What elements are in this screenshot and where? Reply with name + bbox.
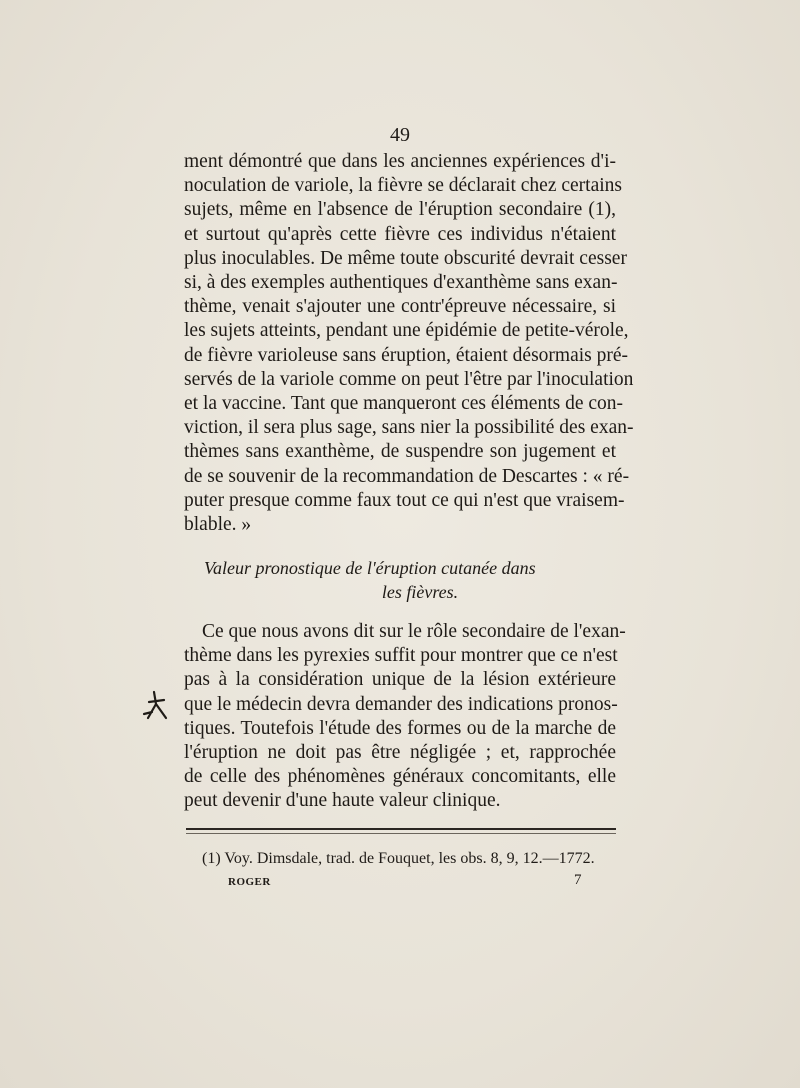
- section-heading-line: les fièvres.: [381, 582, 459, 602]
- text-line: que le médecin devra demander des indications pronos-: [184, 693, 618, 715]
- text-line: Ce que nous avons dit sur le rôle secondaire de l'exan-: [202, 621, 626, 642]
- text-line: viction, il sera plus sage, sans nier la possibilité des exan-: [184, 417, 634, 439]
- text-line: et la vaccine. Tant que manqueront ces éléments de con-: [184, 393, 624, 415]
- text-line: et surtout qu'après cette fièvre ces individus n'étaient: [184, 223, 616, 245]
- text-line: blable. »: [184, 514, 252, 536]
- text-line: thèmes sans exanthème, de suspendre son jugement et: [184, 441, 616, 463]
- page-number: 49: [390, 124, 410, 146]
- text-line: si, à des exemples authentiques d'exanthème sans exan-: [184, 272, 618, 294]
- text-line: peut devenir d'une haute valeur clinique.: [184, 790, 501, 812]
- section-heading-line: Valeur pronostique de l'éruption cutanée dans: [204, 558, 536, 578]
- sheet-number: 7: [574, 872, 582, 888]
- footnote: (1) Voy. Dimsdale, trad. de Fouquet, les obs. 8, 9, 12.—1772.: [202, 850, 595, 867]
- text-line: puter presque comme faux tout ce qui n'est que vraisem-: [184, 489, 625, 511]
- section-heading: [184, 556, 616, 604]
- text-line: de se souvenir de la recommandation de Descartes : « ré-: [184, 465, 630, 487]
- text-line: pas à la considération unique de la lésion extérieure: [184, 669, 616, 691]
- text-line: thème dans les pyrexies suffit pour montrer que ce n'est: [184, 645, 618, 667]
- text-line: les sujets atteints, pendant une épidémie de petite-vérole,: [184, 320, 629, 342]
- text-line: plus inoculables. De même toute obscurité devrait cesser: [184, 247, 627, 269]
- text-line: servés de la variole comme on peut l'être par l'inoculation: [184, 368, 634, 390]
- text-line: de celle des phénomènes généraux concomitants, elle: [184, 766, 616, 788]
- text-line: sujets, même en l'absence de l'éruption secondaire (1),: [184, 199, 616, 221]
- paragraph-continued: [184, 150, 634, 537]
- text-line: de fièvre varioleuse sans éruption, étaient désormais pré-: [184, 344, 628, 366]
- text-line: thème, venait s'ajouter une contr'épreuve nécessaire, si: [184, 296, 616, 318]
- text-line: noculation de variole, la fièvre se déclarait chez certains: [184, 175, 622, 197]
- paragraph: [184, 620, 626, 814]
- text-line: tiques. Toutefois l'étude des formes ou de la marche de: [184, 717, 616, 739]
- text-line: ment démontré que dans les anciennes expériences d'i-: [184, 151, 616, 172]
- footnote-rule: [186, 828, 616, 830]
- printer-signature: ROGER: [228, 876, 271, 888]
- footnote-rule-thin: [186, 833, 616, 834]
- handwritten-margin-mark-icon: [140, 688, 172, 724]
- text-line: l'éruption ne doit pas être négligée ; et, rapprochée: [184, 742, 616, 764]
